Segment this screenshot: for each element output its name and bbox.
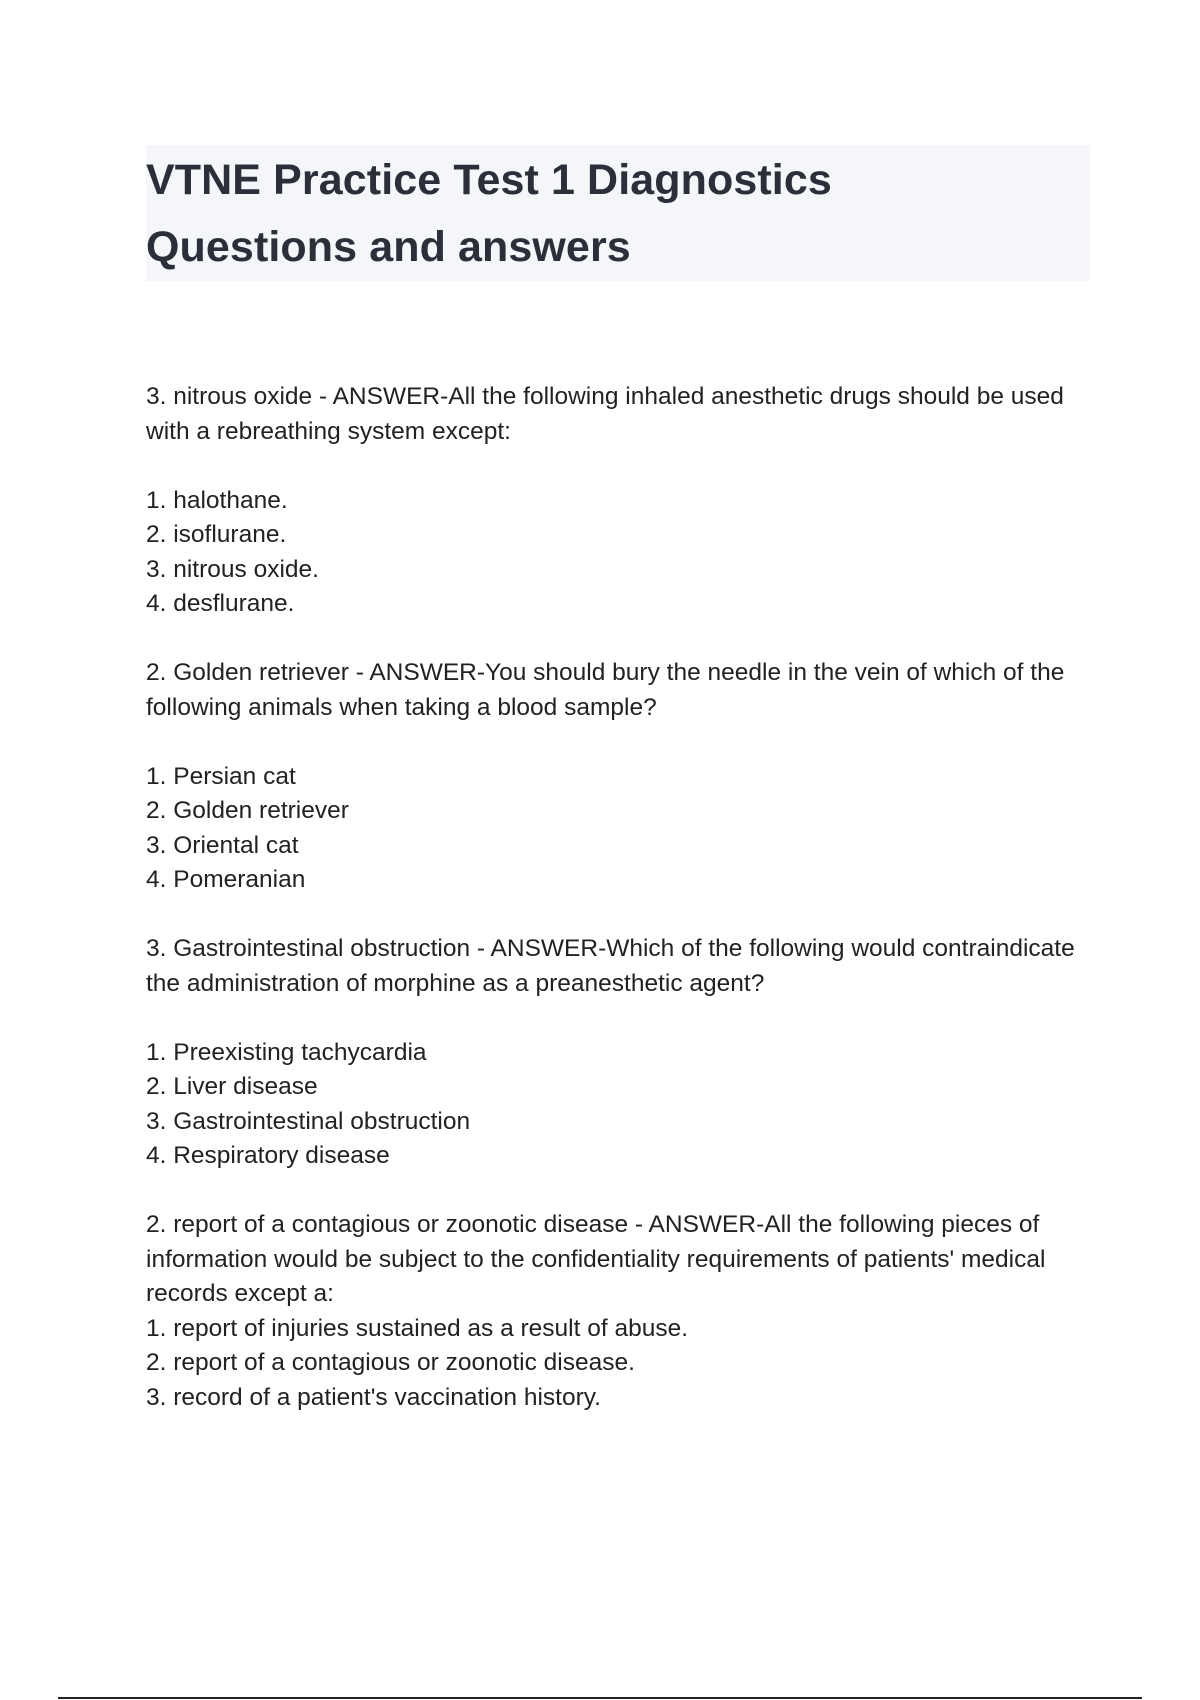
option-item: 4. Respiratory disease: [146, 1142, 390, 1169]
answer-options: [146, 484, 1090, 622]
answer-options: [146, 760, 1090, 898]
question-text: 3. Gastrointestinal obstruction - ANSWER-Which of the following would contraindicate the administration of morphine as a preanesthetic agent?: [146, 935, 1075, 997]
option-item: 2. isoflurane.: [146, 521, 287, 548]
question-text: 2. report of a contagious or zoonotic disease - ANSWER-All the following pieces of information would be subject to the confidentiality requirements of patients' medical records except a:: [146, 1211, 1046, 1307]
option-item: 2. report of a contagious or zoonotic disease.: [146, 1349, 635, 1376]
option-item: 1. halothane.: [146, 486, 288, 514]
answer-options: [146, 1312, 1090, 1416]
footer-divider: [58, 1697, 1142, 1699]
option-item: 1. report of injuries sustained as a result of abuse.: [146, 1314, 689, 1342]
question-text: 2. Golden retriever - ANSWER-You should bury the needle in the vein of which of the following animals when taking a blood sample?: [146, 659, 1065, 721]
title-banner: [146, 145, 1090, 281]
option-item: 4. Pomeranian: [146, 866, 306, 893]
qa-item-2: [146, 656, 1090, 898]
option-item: 3. Oriental cat: [146, 831, 299, 859]
page-title: [146, 147, 1090, 281]
qa-item-4: [146, 1208, 1090, 1415]
option-item: 1. Persian cat: [146, 762, 296, 790]
title-line-2: Questions and answers: [146, 223, 631, 271]
answer-options: [146, 1036, 1090, 1174]
option-item: 4. desflurane.: [146, 590, 295, 617]
option-item: 2. Golden retriever: [146, 797, 349, 824]
option-item: 3. nitrous oxide.: [146, 555, 319, 583]
option-item: 3. record of a patient's vaccination history.: [146, 1383, 601, 1411]
option-item: 3. Gastrointestinal obstruction: [146, 1107, 471, 1135]
qa-item-3: [146, 932, 1090, 1174]
qa-content: [146, 380, 1090, 1450]
option-item: 1. Preexisting tachycardia: [146, 1038, 427, 1066]
title-line-1: VTNE Practice Test 1 Diagnostics: [146, 156, 832, 204]
question-text: 3. nitrous oxide - ANSWER-All the following inhaled anesthetic drugs should be used with a rebreathing system except:: [146, 383, 1064, 445]
qa-item-1: [146, 380, 1090, 622]
option-item: 2. Liver disease: [146, 1073, 318, 1100]
